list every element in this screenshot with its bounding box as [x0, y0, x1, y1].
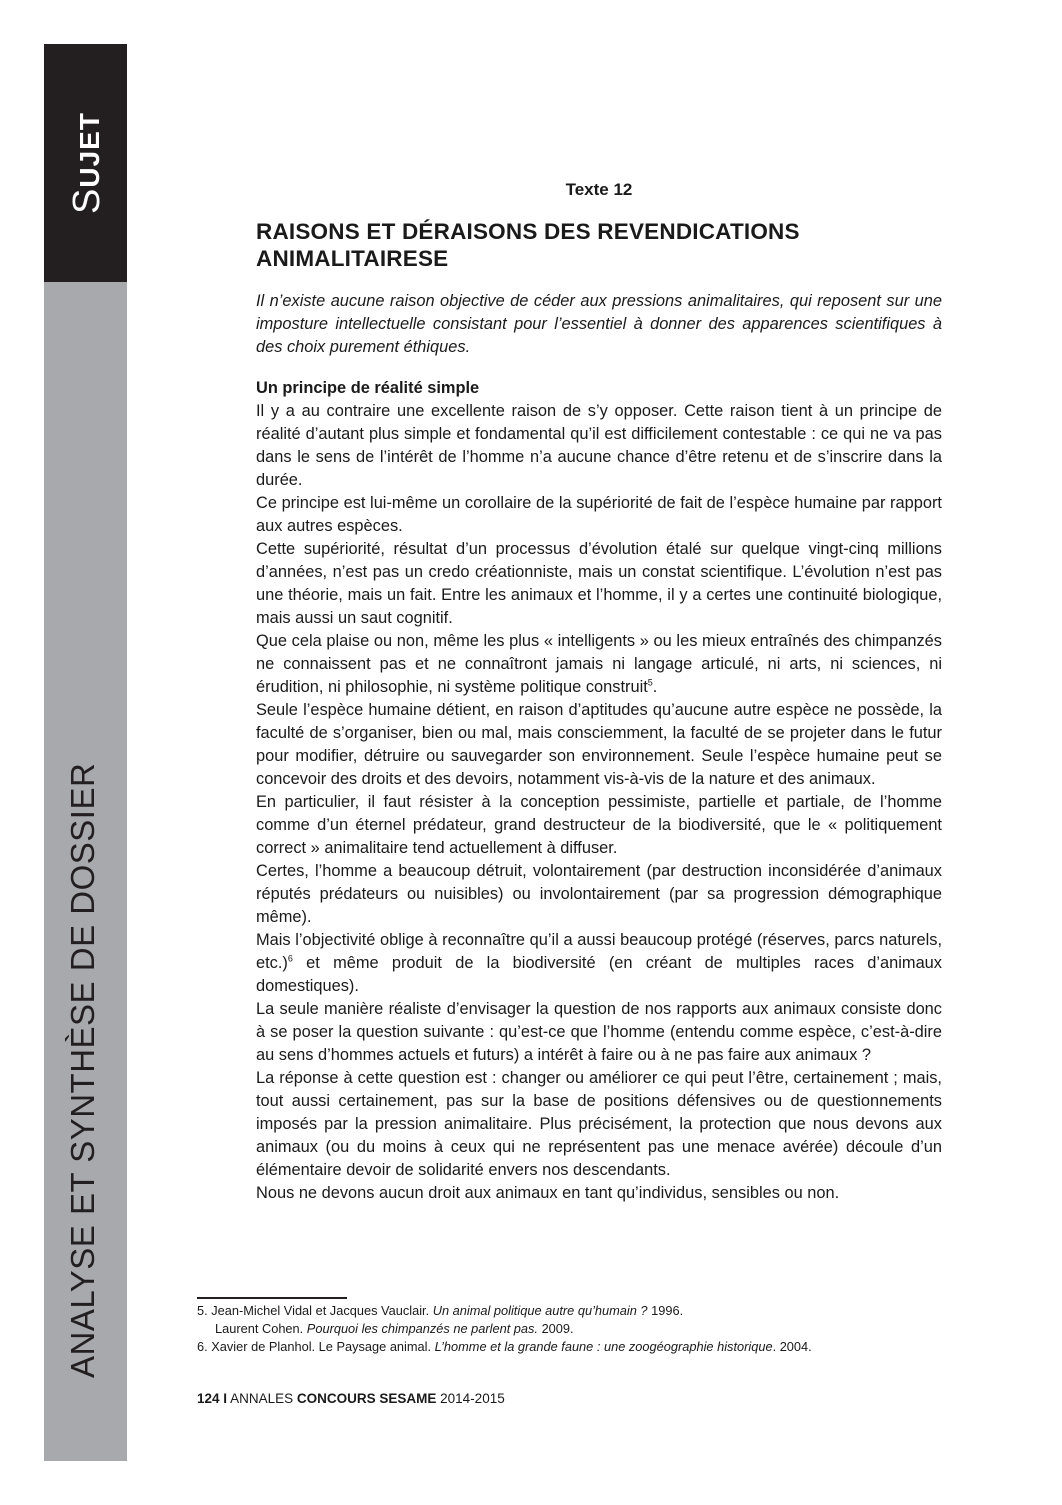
article — [256, 180, 942, 1205]
page-footer — [197, 1391, 505, 1406]
paragraph: Seule l’espèce humaine détient, en raison d’aptitudes qu’aucune autre espèce ne possède, la faculté de s’organiser, bien ou mal, mais consciemment, la faculté de se projeter dans le futur pour modifier, détruire ou sauvegarder son environnement. Seule l’espèce humaine peut se concevoir des droits et des devoirs, notamment vis-à-vis de la nature et des animaux. — [256, 701, 942, 788]
subheading: Un principe de réalité simple — [256, 379, 480, 397]
footnote-5: 5. Jean-Michel Vidal et Jacques Vauclair. Un animal politique autre qu’humain ? 1996. — [197, 1303, 684, 1318]
paragraph: Mais l’objectivité oblige à reconnaître qu’il a aussi beaucoup protégé (réserves, parcs naturels, etc.)$^6$ et même produit de la biodiversité (en créant de multiples races d’animaux domestiques). — [256, 931, 942, 995]
footnote-divider — [197, 1297, 347, 1299]
footnote-ref-5[interactable]: 5 — [647, 677, 653, 688]
paragraph: Ce principe est lui-même un corollaire de la supériorité de fait de l’espèce humaine par rapport aux autres espèces. — [256, 494, 942, 535]
paragraph: En particulier, il faut résister à la conception pessimiste, partielle et partiale, de l’homme comme d’un éternel prédateur, grand destructeur de la biodiversité, que le « politiquement correct » animalitaire tend actuellement à diffuser. — [256, 793, 942, 857]
paragraph: Nous ne devons aucun droit aux animaux en tant qu’individus, sensibles ou non. — [256, 1184, 840, 1202]
paragraph: La seule manière réaliste d’envisager la question de nos rapports aux animaux consiste donc à se poser la question suivante : qu’est-ce que l’homme (entendu comme espèce, c’est-à-dire au sens d’hommes actuels et futurs) a intérêt à faire ou à ne pas faire aux animaux ? — [256, 1000, 942, 1064]
paragraph: Que cela plaise ou non, même les plus « intelligents » ou les mieux entraînés des chimpanzés ne connaissent pas et ne connaîtront jamais ni langage articulé, ni arts, ni sciences, ni érudition, ni philosophie, ni système politique construit$^5$. — [256, 632, 942, 696]
sidebar-section-label: ANALYSE ET SYNTHÈSE DE DOSSIER — [64, 762, 101, 1378]
footnotes — [197, 1302, 957, 1356]
paragraph: La réponse à cette question est : changer ou améliorer ce qui peut l’être, certainement ; mais, tout aussi certainement, pas sur la base de positions défensives ou de questionnements imposés par la pression animalitaire. Plus précisément, la protection que nous devons aux animaux (ou du moins à ceux qui ne représentent pas une menace avérée) découle d’un élémentaire devoir de solidarité envers nos descendants. — [256, 1069, 942, 1179]
paragraph: Il y a au contraire une excellente raison de s’y opposer. Cette raison tient à un principe de réalité d’autant plus simple et fondamental qu’il est difficilement contestable : ce qui ne va pas dans le sens de l’intérêt de l’homme n’a aucune chance d’être retenu et de s’inscrire dans la durée. — [256, 402, 942, 489]
article-title: RAISONS ET DÉRAISONS DES REVENDICATIONS ANIMALITAIRESE — [256, 219, 800, 271]
footer-annales: ANNALES — [230, 1391, 294, 1406]
footnote-6: 6. Xavier de Planhol. Le Paysage animal. L’homme et la grande faune : une zoogéographie historique. 2004. — [197, 1339, 812, 1354]
footer-years: 2014-2015 — [440, 1391, 505, 1406]
paragraph: Cette supériorité, résultat d’un processus d’évolution étalé sur quelque vingt-cinq millions d’années, n’est pas un credo créationniste, mais un constat scientifique. L’évolution n’est pas une théorie, mais un fait. Entre les animaux et l’homme, il y a certes une continuité biologique, mais aussi un saut cognitif. — [256, 540, 942, 627]
sidebar-sujet-label: SUJET — [66, 112, 108, 214]
paragraph: Certes, l’homme a beaucoup détruit, volontairement (par destruction inconsidérée d’animaux réputés prédateurs ou nuisibles) ou involontairement (par sa progression démographique même). — [256, 862, 942, 926]
footer-concours: CONCOURS SESAME — [296, 1391, 437, 1406]
footnote-5-continued: Laurent Cohen. Pourquoi les chimpanzés ne parlent pas. 2009. — [215, 1321, 574, 1336]
footnote-ref-6[interactable]: 6 — [287, 953, 293, 964]
footer-separator: I — [223, 1391, 228, 1406]
texte-label: Texte 12 — [565, 180, 633, 199]
article-intro: Il n’existe aucune raison objective de céder aux pressions animalitaires, qui reposent sur une imposture intellectuelle consistant pour l’essentiel à donner des apparences scientifiques à des choix purement éthiques. — [256, 292, 942, 356]
page-number: 124 — [197, 1391, 220, 1406]
